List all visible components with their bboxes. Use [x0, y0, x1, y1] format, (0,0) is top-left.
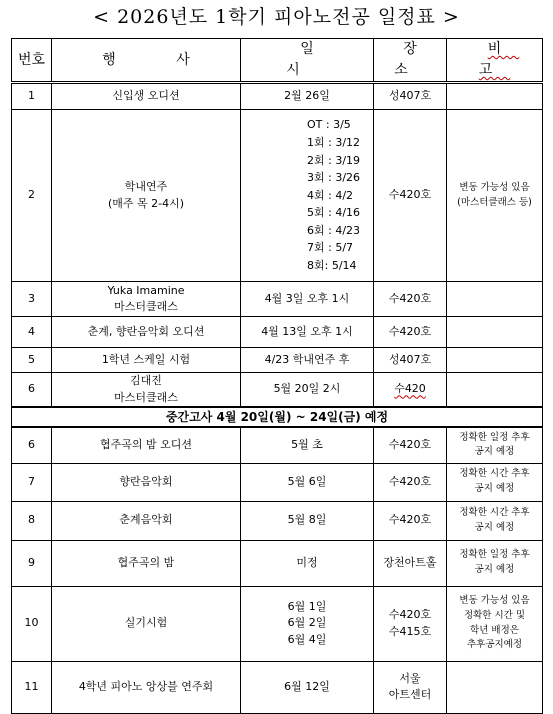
row-event: 1학년 스케일 시험: [52, 348, 241, 373]
row-date: 2월 26일: [241, 83, 374, 110]
row-date: [241, 586, 374, 661]
row-note: [447, 463, 543, 501]
header-date: [241, 39, 374, 83]
row-date: 5월 8일: [241, 501, 374, 540]
row-note-line: 공지 예정: [474, 446, 515, 458]
row-event: 신입생 오디션: [52, 83, 241, 110]
header-place: [374, 39, 447, 83]
schedule-line: 6회 : 4/23: [307, 223, 361, 237]
schedule-line: 2회 : 3/19: [307, 153, 361, 167]
row-place-line: 아트센터: [388, 688, 432, 701]
row-event-line: Yuka Imamine: [107, 283, 185, 297]
page-title: < 2026년도 1학기 피아노전공 일정표 >: [93, 6, 460, 28]
header-place-label: 장 소: [394, 41, 435, 78]
table-row: [12, 348, 543, 373]
row-note-line: 정확한 시간 추후: [459, 468, 530, 480]
row-note: [447, 110, 543, 282]
row-no: 11: [12, 661, 52, 713]
table-header-row: [12, 39, 543, 83]
row-note-line: 추후공지예정: [466, 639, 523, 651]
row-place: 수420호: [374, 501, 447, 540]
row-note-line: 정확한 시간 및: [463, 609, 526, 621]
row-note: [447, 348, 543, 373]
row-place: 성407호: [374, 83, 447, 110]
row-place: 수420호: [374, 110, 447, 282]
row-event: 향란음악회: [52, 463, 241, 501]
row-event: 협주곡의 밤: [52, 540, 241, 586]
row-no: 2: [12, 110, 52, 282]
header-event-label: 행 사: [102, 51, 218, 68]
row-note: [447, 282, 543, 317]
table-row: [12, 661, 543, 713]
header-date-label: 일 시: [286, 41, 342, 78]
schedule-line: 5회 : 4/16: [307, 206, 361, 220]
row-no: 4: [12, 317, 52, 348]
schedule-line: 1회 : 3/12: [307, 135, 361, 149]
table-row: [12, 110, 543, 282]
row-note: [447, 317, 543, 348]
row-note: [447, 540, 543, 586]
row-note-line: 정확한 일정 추후: [459, 549, 530, 561]
row-note-line: 공지 예정: [474, 521, 515, 533]
row-date-line: 6월 1일: [287, 599, 327, 613]
row-place: 성407호: [374, 348, 447, 373]
header-note: [447, 39, 543, 83]
row-no: 9: [12, 540, 52, 586]
row-place-line: 서울: [399, 671, 421, 685]
row-event: 춘계음악회: [52, 501, 241, 540]
row-date: 4월 13일 오후 1시: [241, 317, 374, 348]
row-note: [447, 373, 543, 408]
row-note: [447, 83, 543, 110]
row-note-line: (마스터클래스 등): [457, 196, 532, 208]
exam-banner-row: [12, 407, 543, 427]
row-note: [447, 661, 543, 713]
table-row: [12, 540, 543, 586]
row-no: 1: [12, 83, 52, 110]
row-note-line: 공지 예정: [474, 483, 515, 494]
row-event-line: 마스터클래스: [114, 300, 178, 313]
header-note-label: 비 고: [478, 41, 520, 78]
row-event: 춘계, 향란음악회 오디션: [52, 317, 241, 348]
schedule-line: 8회: 5/14: [307, 259, 357, 273]
row-note-line: 학년 배정은: [470, 624, 519, 636]
row-date: 5월 6일: [241, 463, 374, 501]
schedule-line: 4회 : 4/2: [307, 188, 354, 202]
header-no: 번호: [12, 39, 52, 83]
table-row: [12, 317, 543, 348]
row-note: [447, 427, 543, 463]
row-date: 5월 20일 2시: [241, 373, 374, 408]
row-place: 수420호: [374, 427, 447, 463]
row-place: [374, 586, 447, 661]
row-date: [241, 110, 374, 282]
schedule-line: 7회 : 5/7: [307, 241, 354, 255]
row-event: 실기시험: [52, 586, 241, 661]
row-place: 수420호: [374, 282, 447, 317]
table-row: [12, 83, 543, 110]
row-event: 4학년 피아노 앙상블 연주회: [52, 661, 241, 713]
row-note: [447, 586, 543, 661]
row-event: [52, 373, 241, 408]
row-place-line: 수415호: [388, 624, 432, 638]
row-event-line: 학내연주: [124, 180, 168, 193]
table-row: [12, 373, 543, 408]
row-place: 수420호: [374, 317, 447, 348]
row-event: 협주곡의 밤 오디션: [52, 427, 241, 463]
row-place: 장천아트홀: [374, 540, 447, 586]
row-event-line: 김대진: [130, 374, 162, 387]
row-place-label: 수420: [394, 382, 426, 396]
table-row: [12, 501, 543, 540]
schedule-table: [11, 38, 543, 714]
row-note-line: 변동 가능성 있음: [459, 181, 530, 193]
row-note-line: 공지 예정: [474, 564, 515, 575]
row-place: [374, 373, 447, 408]
row-no: 3: [12, 282, 52, 317]
header-event: [52, 39, 241, 83]
row-event-line: (매주 목 2-4시): [107, 196, 185, 210]
exam-banner: 중간고사 4월 20일(월) ~ 24일(금) 예정: [12, 407, 543, 427]
row-no: 5: [12, 348, 52, 373]
row-no: 6: [12, 373, 52, 408]
row-date: 4월 3일 오후 1시: [241, 282, 374, 317]
row-date-line: 6월 2일: [287, 616, 327, 630]
row-event: [52, 282, 241, 317]
row-note: [447, 501, 543, 540]
table-row: [12, 463, 543, 501]
row-no: 10: [12, 586, 52, 661]
table-row: [12, 586, 543, 661]
row-note-line: 정확한 일정 추후: [459, 431, 530, 443]
row-date-line: 6월 4일: [287, 632, 327, 646]
row-date: 4/23 학내연주 후: [241, 348, 374, 373]
row-place: 수420호: [374, 463, 447, 501]
row-place: [374, 661, 447, 713]
row-event: [52, 110, 241, 282]
row-note-line: 정확한 시간 추후: [459, 506, 530, 518]
table-row: [12, 427, 543, 463]
row-date: 5월 초: [241, 427, 374, 463]
row-note-line: 변동 가능성 있음: [459, 595, 530, 607]
row-date: 미정: [241, 540, 374, 586]
schedule-line: 3회 : 3/26: [307, 171, 361, 185]
row-event-line: 마스터클래스: [114, 390, 178, 404]
row-place-line: 수420호: [388, 608, 432, 621]
row-no: 7: [12, 463, 52, 501]
schedule-line: OT : 3/5: [307, 118, 351, 132]
table-row: [12, 282, 543, 317]
row-date: 6월 12일: [241, 661, 374, 713]
row-no: 8: [12, 501, 52, 540]
row-no: 6: [12, 427, 52, 463]
